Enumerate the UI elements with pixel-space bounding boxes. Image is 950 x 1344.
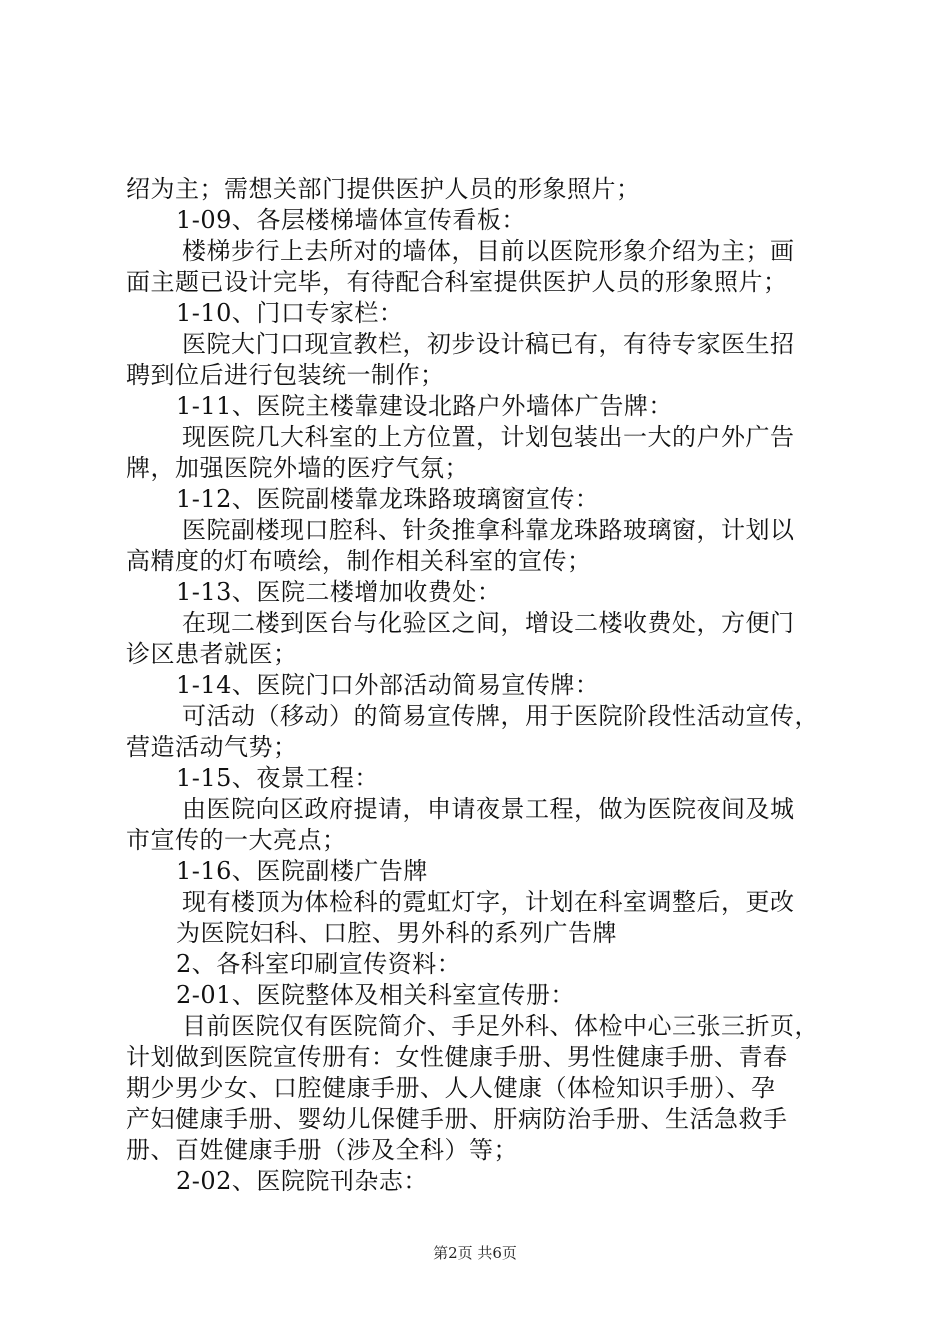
text-line: 楼梯步行上去所对的墙体，目前以医院形象介绍为主；画: [182, 237, 795, 265]
text-line: 1-15、夜景工程：: [176, 764, 379, 792]
text-line: 面主题已设计完毕，有待配合科室提供医护人员的形象照片；: [126, 268, 788, 296]
page-footer: 第2页 共6页: [433, 1244, 517, 1262]
text-line: 诊区患者就医；: [126, 640, 298, 668]
text-line: 可活动（移动）的简易宣传牌，用于医院阶段性活动宣传，: [182, 702, 819, 730]
text-line: 1-16、医院副楼广告牌: [176, 857, 428, 885]
text-line: 现有楼顶为体检科的霓虹灯字，计划在科室调整后，更改: [182, 888, 795, 916]
text-line: 医院副楼现口腔科、针灸推拿科靠龙珠路玻璃窗，计划以: [182, 516, 795, 544]
text-line: 聘到位后进行包装统一制作；: [126, 361, 445, 389]
document-body: [126, 174, 836, 1197]
text-line: 现医院几大科室的上方位置，计划包装出一大的户外广告: [182, 423, 795, 451]
text-line: 册、百姓健康手册（涉及全科）等；: [126, 1136, 518, 1164]
text-line: 2、各科室印刷宣传资料：: [176, 950, 462, 978]
text-line: 1-14、医院门口外部活动简易宣传牌：: [176, 671, 600, 699]
text-line: 1-11、医院主楼靠建设北路户外墙体广告牌：: [176, 392, 673, 420]
text-line: 目前医院仅有医院简介、手足外科、体检中心三张三折页，: [182, 1012, 819, 1040]
text-line: 营造活动气势；: [126, 733, 298, 761]
text-line: 期少男少女、口腔健康手册、人人健康（体检知识手册）、孕: [126, 1074, 776, 1102]
text-line: 绍为主；需想关部门提供医护人员的形象照片；: [126, 175, 641, 203]
text-line: 高精度的灯布喷绘，制作相关科室的宣传；: [126, 547, 592, 575]
text-line: 牌，加强医院外墙的医疗气氛；: [126, 454, 469, 482]
text-line: 产妇健康手册、婴幼儿保健手册、肝病防治手册、生活急救手: [126, 1105, 788, 1133]
text-line: 计划做到医院宣传册有：女性健康手册、男性健康手册、青春: [126, 1043, 788, 1071]
text-line: 医院大门口现宣教栏，初步设计稿已有，有待专家医生招: [182, 330, 795, 358]
text-line: 为医院妇科、口腔、男外科的系列广告牌: [176, 919, 617, 947]
text-line: 市宣传的一大亮点；: [126, 826, 347, 854]
text-line: 2-02、医院院刊杂志：: [176, 1167, 428, 1195]
text-line: 1-13、医院二楼增加收费处：: [176, 578, 502, 606]
text-line: 1-12、医院副楼靠龙珠路玻璃窗宣传：: [176, 485, 600, 513]
text-line: 由医院向区政府提请，申请夜景工程，做为医院夜间及城: [182, 795, 795, 823]
text-line: 1-09、各层楼梯墙体宣传看板：: [176, 206, 526, 234]
text-line: 1-10、门口专家栏：: [176, 299, 404, 327]
text-line: 2-01、医院整体及相关科室宣传册：: [176, 981, 575, 1009]
text-line: 在现二楼到医台与化验区之间，增设二楼收费处，方便门: [182, 609, 795, 637]
